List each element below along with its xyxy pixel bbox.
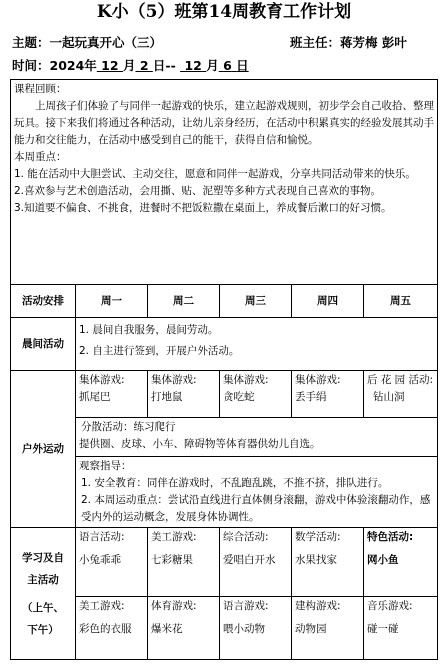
header-tue: 周二 [148,285,220,318]
observe-cell [76,457,438,528]
date-separator: 日-- [152,58,181,73]
learning-label: 学习及自 主活动 （上午、 下午） [11,528,76,660]
month-end: 12 [184,58,202,73]
learning-wed-2: 语言游戏: 喂小动物 [220,597,292,660]
focus-item-2: 2.喜欢参与艺术创造活动，会用撕、贴、泥塑等多种方式表现自己喜欢的事物。 [14,185,382,197]
theme-value: 一起玩真开心（三） [49,35,163,50]
header-thu: 周四 [292,285,364,318]
page-title: K小（5）班第14周教育工作计划 [96,2,352,22]
learning-row-1 [11,528,438,597]
teacher-line [290,33,407,51]
outdoor-game-wed: 集体游戏: 贪吃蛇 [220,371,292,418]
learning-thu-1: 数学活动: 水果找家 [292,528,364,597]
theme-label: 主题： [12,35,50,50]
outdoor-label: 户外运动 [11,371,76,528]
group-activity-cell [76,418,438,457]
outdoor-game-mon: 集体游戏: 抓尾巴 [76,371,148,418]
month-label-1: 月 [122,58,136,73]
day-label-end: 日 [236,58,249,73]
header-mon: 周一 [76,285,148,318]
learning-wed-1: 综合活动: 爱唱白开水 [220,528,292,597]
teacher-names: 蒋芳梅 彭叶 [340,35,407,50]
year: 2024年 [49,58,97,73]
theme-line [12,33,162,51]
morning-label: 晨间活动 [11,318,76,371]
month-start: 12 [101,58,119,73]
review-cell [11,80,438,285]
schedule-header-row [11,285,438,318]
morning-cell [76,318,438,371]
outdoor-observe-row [11,457,438,528]
plan-table [10,79,438,660]
outdoor-game-tue: 集体游戏: 打地鼠 [148,371,220,418]
outdoor-game-fri: 后 花 园 活动: 钻山洞 [364,371,438,418]
time-label: 时间： [12,58,50,73]
header-activity: 活动安排 [11,285,76,318]
outdoor-game-thu: 集体游戏: 丢手绢 [292,371,364,418]
header-wed: 周三 [220,285,292,318]
group-activity-text: 提供圈、皮球、小车、障碍物等体育器供幼儿自选。 [79,438,321,450]
learning-tue-1: 美工游戏: 七彩糖果 [148,528,220,597]
review-row [11,80,438,285]
observe-item-2: 2. 本周运动重点：尝试沿直线进行直体侧身滚翻，游戏中体验滚翻动作，感受内外的运动概念，发展身体协调性。 [81,494,431,523]
outdoor-games-row [11,371,438,418]
learning-thu-2: 建构游戏: 动物园 [292,597,364,660]
morning-item-2: 2. 自主进行签到，开展户外活动。 [79,345,240,357]
learning-mon-1: 语言活动: 小兔乖乖 [76,528,148,597]
observe-title: 观察指导： [79,460,132,472]
learning-fri-2: 音乐游戏: 碰一碰 [364,597,438,660]
review-heading: 课程回顾： [14,83,67,95]
header-fri: 周五 [364,285,438,318]
month-label-2: 月 [206,58,219,73]
learning-tue-2: 体育游戏: 爆米花 [148,597,220,660]
group-activity-title: 分散活动：练习爬行 [81,421,176,433]
learning-row-2 [11,597,438,660]
learning-mon-2: 美工游戏: 彩色的衣服 [76,597,148,660]
focus-heading: 本周重点： [14,151,67,163]
observe-item-1: 1. 安全教育：同伴在游戏时，不乱跑乱跳，不推不挤，排队进行。 [81,477,389,489]
teacher-label: 班主任： [290,35,341,50]
day-end: 6 [223,58,232,73]
focus-item-1: 1. 能在活动中大胆尝试、主动交往，愿意和同伴一起游戏，分享共同活动带来的快乐。 [14,168,416,180]
focus-item-3: 3.知道要不偏食、不挑食，进餐时不把饭粒撒在桌面上，养成餐后漱口的好习惯。 [14,202,392,214]
day-start: 2 [139,58,149,73]
learning-fri-1: 特色活动: 网小鱼 [364,528,438,597]
time-line [12,56,249,74]
morning-row [11,318,438,371]
morning-item-1: 1. 晨间自我服务，晨间劳动。 [79,324,219,336]
review-text: 上周孩子们体验了与同伴一起游戏的快乐，建立起游戏规则，初步学会自己收拾、整理玩具。接下来我们将通过各种活动，让幼儿亲身经历，在活动中积累真实的经验发展其动手能力和交往能力，在活动中感受到自己的能干，获得自信和愉悦。 [14,100,434,146]
outdoor-group-row [11,418,438,457]
